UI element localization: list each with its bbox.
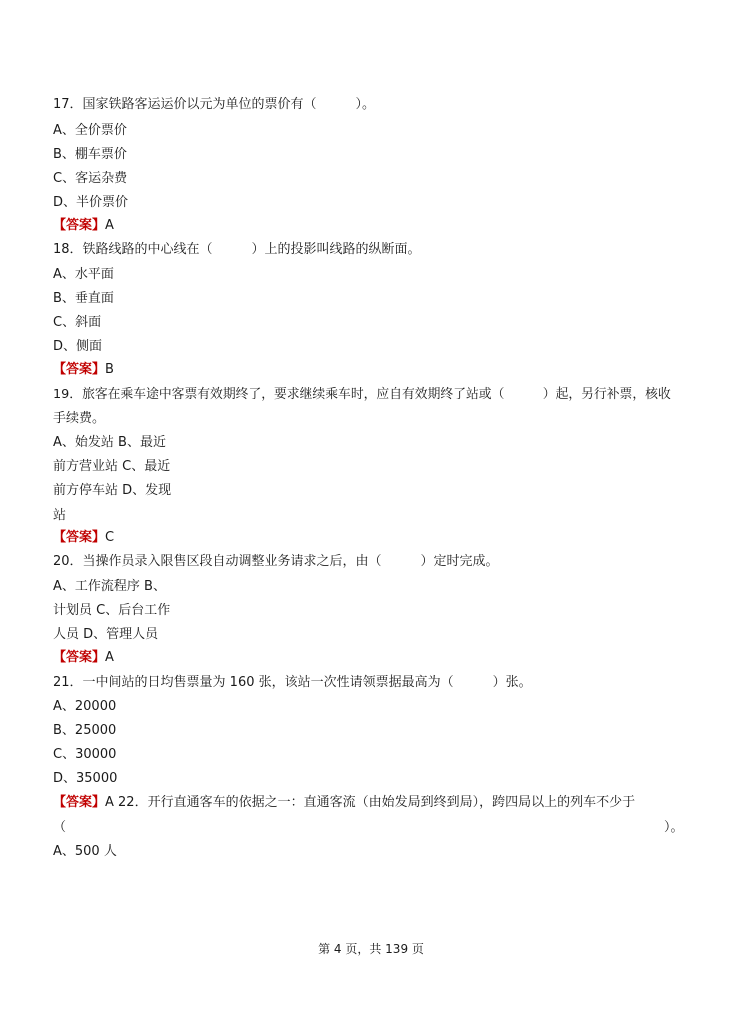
q21-option-b: B、25000 (53, 723, 117, 738)
q19-line-4: 站 (53, 508, 67, 523)
answer-label: 【答案】 (53, 362, 106, 377)
q18-stem: 18．铁路线路的中心线在（ ）上的投影叫线路的纵断面。 (53, 242, 421, 257)
q20-line-1: A、工作流程序 B、 (53, 579, 166, 594)
q22-paren-open: （ (53, 820, 67, 835)
q18-answer (53, 362, 114, 378)
q18-option-b: B、垂直面 (53, 291, 114, 306)
q21-answer-and-q22-stem (53, 795, 635, 811)
answer-value: A (105, 650, 114, 665)
q22-paren-close: ）。 (664, 820, 684, 835)
q20-stem: 20．当操作员录入限售区段自动调整业务请求之后，由（ ）定时完成。 (53, 554, 499, 569)
q22-option-a: A、500 人 (53, 844, 117, 859)
q19-line-2: 前方营业站 C、最近 (53, 459, 171, 474)
q19-stem-line2: 手续费。 (53, 411, 106, 426)
q19-stem-line1: 19．旅客在乘车途中客票有效期终了，要求继续乘车时，应自有效期终了站或（ ）起，另行补票，核收 (53, 387, 671, 402)
q17-option-b: B、棚车票价 (53, 147, 127, 162)
q18-option-d: D、侧面 (53, 339, 103, 354)
q20-line-2: 计划员 C、后台工作 (53, 603, 171, 618)
answer-value: A 22．开行直通客车的依据之一：直通客流（由始发局到终到局），跨四局以上的列车不少于 (105, 795, 636, 810)
answer-label: 【答案】 (53, 530, 106, 545)
q19-line-1: A、始发站 B、最近 (53, 435, 166, 450)
q20-answer (53, 650, 114, 666)
q21-option-a: A、20000 (53, 699, 117, 714)
answer-value: B (105, 362, 114, 377)
page-footer: 第 4 页，共 139 页 (318, 942, 424, 956)
q17-option-c: C、客运杂费 (53, 171, 128, 186)
q18-option-c: C、斜面 (53, 315, 102, 330)
answer-value: C (105, 530, 115, 545)
q21-stem: 21．一中间站的日均售票量为 160 张，该站一次性请领票据最高为（ ）张。 (53, 675, 532, 690)
answer-label: 【答案】 (53, 650, 106, 665)
answer-label: 【答案】 (53, 795, 106, 810)
q21-option-c: C、30000 (53, 747, 117, 762)
q21-option-d: D、35000 (53, 771, 118, 786)
q18-option-a: A、水平面 (53, 267, 114, 282)
q19-line-3: 前方停车站 D、发现 (53, 483, 172, 498)
q19-answer (53, 530, 114, 546)
q17-option-a: A、全价票价 (53, 123, 127, 138)
q20-line-3: 人员 D、管理人员 (53, 627, 159, 642)
q17-answer (53, 218, 114, 234)
q17-stem: 17．国家铁路客运运价以元为单位的票价有（ ）。 (53, 97, 376, 112)
answer-value: A (105, 218, 114, 233)
q17-option-d: D、半价票价 (53, 195, 129, 210)
answer-label: 【答案】 (53, 218, 106, 233)
